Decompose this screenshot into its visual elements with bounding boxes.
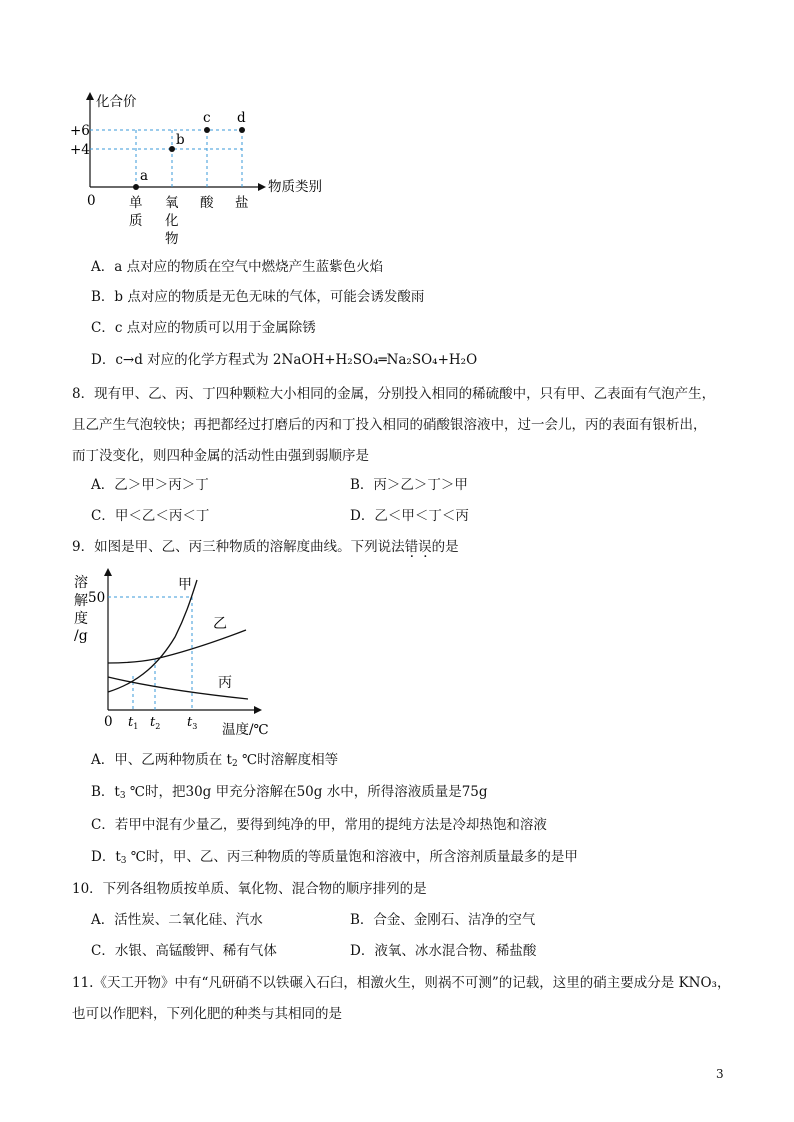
sol-ylabel-3: 度 xyxy=(74,611,88,627)
curve-yi xyxy=(108,630,246,663)
q7-option-d: D．c→d 对应的化学方程式为 2NaOH+H₂SO₄═Na₂SO₄+H₂O xyxy=(91,352,478,368)
q8-option-c: C．甲＜乙＜丙＜丁 xyxy=(91,508,210,524)
q8-option-b: B．丙＞乙＞丁＞甲 xyxy=(350,477,468,493)
valence-x-arrow xyxy=(258,183,266,191)
page-number: 3 xyxy=(716,1067,724,1081)
valence-tick-plus4: +4 xyxy=(70,142,90,158)
sol-x-arrow xyxy=(254,706,262,714)
q10-option-b: B．合金、金刚石、洁净的空气 xyxy=(350,912,536,928)
valence-origin: 0 xyxy=(87,193,96,209)
sol-xlabel: 温度/℃ xyxy=(222,722,269,738)
curve-label-yi: 乙 xyxy=(213,616,227,632)
q7-option-a: A．a 点对应的物质在空气中燃烧产生蓝紫色火焰 xyxy=(91,259,384,275)
cat-suan: 酸 xyxy=(200,195,214,211)
sol-ylabel-1: 溶 xyxy=(74,575,88,591)
point-a xyxy=(133,184,139,190)
q9-option-b: B．$t_3$ ℃时，把30g 甲充分溶解在50g 水中，所得溶液质量是75g xyxy=(91,784,488,801)
q8-option-a: A．乙＞甲＞丙＞丁 xyxy=(91,477,209,493)
sol-xtick-t1: $t_1$ xyxy=(128,715,139,731)
point-label-b: b xyxy=(176,132,185,148)
q10-option-a: A．活性炭、二氧化硅、汽水 xyxy=(91,912,263,928)
q8-stem-line-3: 而丁没变化，则四种金属的活动性由强到弱顺序是 xyxy=(72,448,369,464)
sol-y-arrow xyxy=(104,568,112,576)
q9-stem: 9．如图是甲、乙、丙三种物质的溶解度曲线。下列说法错误的是 xyxy=(72,539,459,555)
curve-label-jia: 甲 xyxy=(178,577,192,593)
cat-danzhi-1: 单 xyxy=(129,195,143,211)
q9-option-c: C．若甲中混有少量乙，要得到纯净的甲，常用的提纯方法是冷却热饱和溶液 xyxy=(91,817,547,833)
cat-yanghuawu-2: 化 xyxy=(165,213,179,229)
curve-label-bing: 丙 xyxy=(218,675,232,691)
q7-option-b: B．b 点对应的物质是无色无味的气体，可能会诱发酸雨 xyxy=(91,289,425,305)
sol-origin: 0 xyxy=(104,714,113,730)
q11-stem-line-1: 11.《天工开物》中有“凡研硝不以铁碾入石臼，相激火生，则祸不可测”的记载，这里的硝主要成分是 KNO₃， xyxy=(72,975,731,991)
sol-ylabel-2: 解 xyxy=(74,593,88,609)
point-label-a: a xyxy=(140,168,149,184)
point-label-c: c xyxy=(203,110,211,126)
sol-ylabel-4: /g xyxy=(74,628,88,644)
sol-xtick-t3: $t_3$ xyxy=(187,715,198,731)
solubility-chart xyxy=(0,562,794,742)
point-d xyxy=(239,127,245,133)
cat-yanghuawu-1: 氧 xyxy=(165,195,179,211)
valence-y-arrow xyxy=(86,92,94,100)
point-c xyxy=(204,127,210,133)
q8-stem-line-1: 8．现有甲、乙、丙、丁四种颗粒大小相同的金属，分别投入相同的稀硫酸中，只有甲、乙表面有气泡产生， xyxy=(72,386,716,402)
q9-option-d: D．$t_3$ ℃时，甲、乙、丙三种物质的等质量饱和溶液中，所含溶剂质量最多的是甲 xyxy=(91,849,578,866)
valence-x-label: 物质类别 xyxy=(268,179,322,195)
q11-stem-line-2: 也可以作肥料，下列化肥的种类与其相同的是 xyxy=(72,1006,342,1022)
cat-yan: 盐 xyxy=(235,195,249,211)
valence-y-label: 化合价 xyxy=(96,94,137,110)
sol-xtick-t2: $t_2$ xyxy=(150,715,161,731)
point-label-d: d xyxy=(237,110,246,126)
q10-option-c: C．水银、高锰酸钾、稀有气体 xyxy=(91,943,277,959)
q8-option-d: D．乙＜甲＜丁＜丙 xyxy=(350,508,469,524)
q7-option-c: C．c 点对应的物质可以用于金属除锈 xyxy=(91,320,316,336)
cat-yanghuawu-3: 物 xyxy=(165,231,179,247)
q9-option-a: A．甲、乙两种物质在 $t_2$ ℃时溶解度相等 xyxy=(91,752,339,769)
q8-stem-line-2: 且乙产生气泡较快；再把都经过打磨后的丙和丁投入相同的硝酸银溶液中，过一会儿，丙的表面有银析出， xyxy=(72,417,707,433)
q10-option-d: D．液氧、冰水混合物、稀盐酸 xyxy=(350,943,537,959)
valence-tick-plus6: +6 xyxy=(70,123,90,139)
q10-stem: 10．下列各组物质按单质、氧化物、混合物的顺序排列的是 xyxy=(72,881,427,897)
cat-danzhi-2: 质 xyxy=(129,213,143,229)
sol-ytick-50: 50 xyxy=(88,590,106,606)
point-b xyxy=(169,146,175,152)
